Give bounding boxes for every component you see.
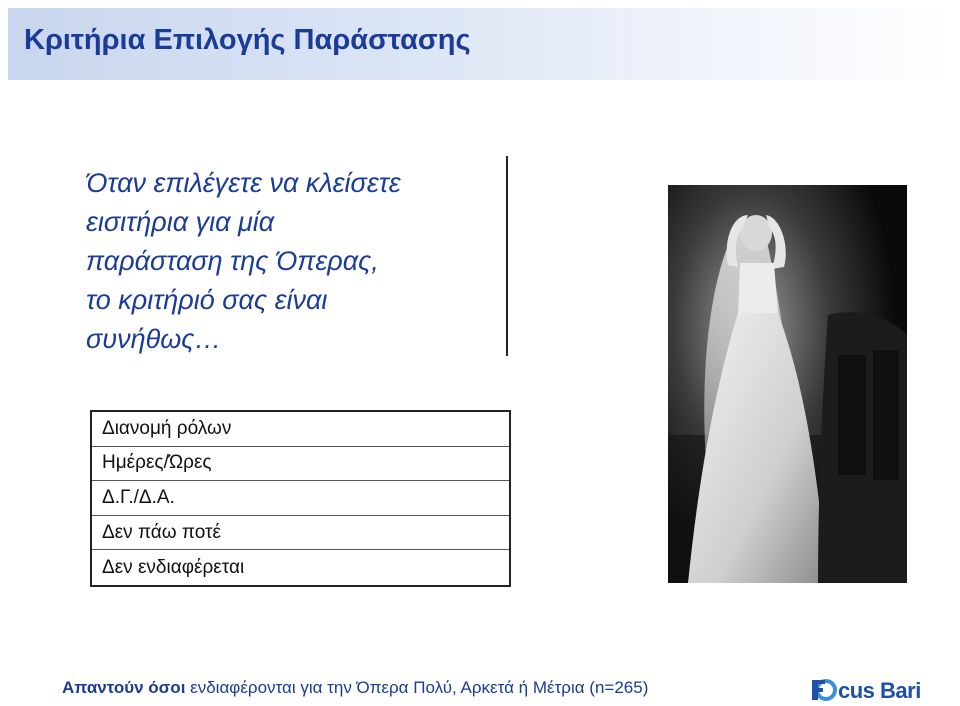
focus-bari-logo-mark [812,676,952,704]
footnote-rest: ενδιαφέρονται για την Όπερα Πολύ, Αρκετά ή Μέτρια (n=265) [185,678,649,697]
criteria-row: Δεν πάω ποτέ [92,516,509,551]
question-box [86,156,508,356]
slide-title: Κριτήρια Επιλογής Παράστασης [24,24,471,56]
focus-bari-logo [812,676,952,704]
criteria-row: Δ.Γ./Δ.Α. [92,481,509,516]
footnote-bold: Απαντούν όσοι [62,678,186,697]
footnote [62,678,648,698]
criteria-row: Διανομή ρόλων [92,412,509,447]
criteria-row: Δεν ενδιαφέρεται [102,556,245,578]
question-text: Όταν επιλέγετε να κλείσετε εισιτήρια για μία παράσταση της Όπερας, το κριτήριό σας είναι συνήθως… [86,168,401,354]
criteria-table [90,410,511,587]
criteria-row: Ημέρες/Ώρες [92,447,509,482]
opera-singer-illustration [668,185,907,583]
opera-photo [668,185,907,583]
svg-text:cus Bari: cus Bari [838,678,921,703]
